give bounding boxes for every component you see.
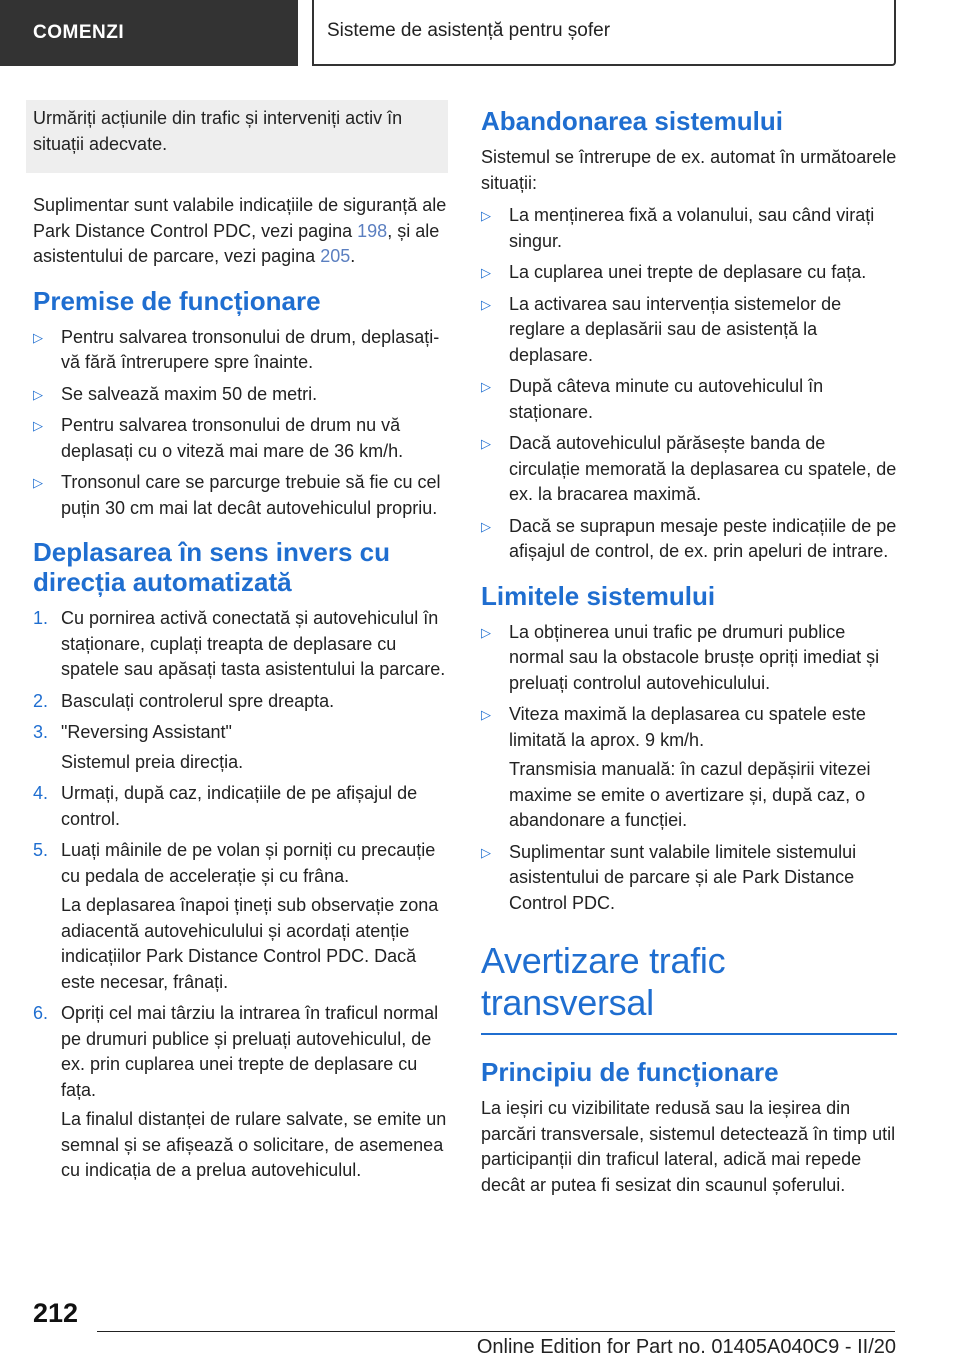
steps-list	[33, 606, 449, 1184]
list-item-text: La activarea sau intervenția sistemelor de reglare a deplasării sau de asistență la deplasare.	[509, 293, 842, 365]
list-item	[33, 325, 449, 376]
step-item	[33, 838, 449, 995]
list-item	[481, 374, 897, 425]
page-link-205[interactable]: 205	[320, 246, 351, 266]
list-item	[33, 413, 449, 464]
step-number: 5.	[33, 840, 49, 860]
step-item	[33, 781, 449, 832]
premise-heading: Premise de funcționare	[33, 285, 321, 316]
triangle-right-outline-icon: ▷	[481, 844, 491, 860]
step-item	[33, 606, 449, 683]
left-column	[33, 100, 449, 1190]
list-item-text: Pentru salvarea tronsonului de drum nu vă deplasați cu o viteză mai mare de 36 km/h.	[61, 415, 404, 461]
list-item-text: Suplimentar sunt valabile limitele sistemului asistentului de parcare și ale Park Distance Control PDC.	[509, 841, 857, 913]
list-item	[481, 292, 897, 369]
premise-list	[33, 325, 449, 522]
list-item	[33, 382, 449, 408]
list-item	[481, 514, 897, 565]
step-text: Luați mâinile de pe volan și porniți cu precauție cu pedala de accelerație și cu frâna.	[61, 840, 436, 886]
step-text: Opriți cel mai târziu la intrarea în traficul normal pe drumuri publice și preluați autovehiculul, de ex. prin cuplarea unei trepte de deplasare cu fața.	[61, 1003, 439, 1100]
list-item	[481, 840, 897, 917]
triangle-right-outline-icon: ▷	[481, 436, 491, 451]
list-item	[481, 431, 897, 508]
list-item	[481, 620, 897, 697]
triangle-right-outline-icon: ▷	[33, 475, 43, 490]
intro-text-b: , și ale asistentului de parcare, vezi pagina	[33, 220, 440, 266]
list-item-text: Se salvează maxim 50 de metri.	[61, 383, 318, 404]
step-subtext: La finalul distanței de rulare salvate, se emite un semnal și se afișează o solicitare, de asemenea cu indicația de a prelua autovehiculul.	[61, 1109, 447, 1180]
list-item	[481, 702, 897, 834]
list-item-text: Dacă se suprapun mesaje peste indicațiile de pe afișajul de control, de ex. prin apeluri de intrare.	[509, 515, 897, 561]
triangle-right-outline-icon: ▷	[481, 296, 491, 312]
right-column	[481, 100, 897, 1205]
principle-heading: Principiu de funcționare	[481, 1057, 779, 1087]
page-link-198[interactable]: 198	[357, 220, 388, 241]
step-number: 2.	[33, 690, 49, 711]
step-number: 4.	[33, 783, 49, 803]
intro-text-a: Suplimentar sunt valabile indicațiile de siguranță ale Park Distance Control PDC, vezi pagina	[33, 195, 447, 241]
list-item-subtext: Transmisia manuală: în cazul depășirii vitezei maxime se emite o avertizare și, după caz, o abandonare a funcției.	[509, 759, 871, 830]
list-item-text: Viteza maximă la deplasarea cu spatele este limitată la aprox. 9 km/h.	[509, 704, 866, 750]
triangle-right-outline-icon: ▷	[481, 624, 491, 640]
footer-divider	[97, 1331, 895, 1332]
step-item	[33, 1001, 449, 1184]
list-item	[33, 470, 449, 521]
step-subtext: Sistemul preia direcția.	[61, 751, 244, 772]
list-item-text: După câteva minute cu autovehiculul în staționare.	[509, 376, 824, 422]
step-text: "Reversing Assistant"	[61, 722, 232, 742]
step-subtext: La deplasarea înapoi țineți sub observație zona adiacentă autovehiculului și acordați atenție indicațiilor Park Distance Control PDC. Dacă este necesar, frânați.	[61, 895, 439, 992]
step-number: 1.	[33, 608, 49, 628]
section-tab: COMENZI	[0, 0, 298, 66]
triangle-right-outline-icon: ▷	[481, 707, 491, 722]
page-header	[0, 0, 960, 66]
list-item	[481, 203, 897, 254]
triangle-right-outline-icon: ▷	[481, 379, 491, 394]
page-number: 212	[33, 1298, 79, 1328]
intro-paragraph	[33, 193, 449, 270]
triangle-right-outline-icon: ▷	[33, 418, 43, 433]
abort-intro: Sistemul se întrerupe de ex. automat în următoarele situații:	[481, 147, 897, 193]
limits-heading: Limitele sistemului	[481, 580, 716, 611]
abort-list	[481, 203, 897, 565]
step-text: Urmați, după caz, indicațiile de pe afișajul de control.	[61, 783, 418, 829]
intro-text-c: .	[350, 246, 356, 266]
list-item-text: Tronsonul care se parcurge trebuie să fie cu cel puțin 30 cm mai lat decât autovehiculul propriu.	[61, 472, 441, 518]
triangle-right-outline-icon: ▷	[33, 329, 43, 345]
triangle-right-outline-icon: ▷	[481, 265, 491, 280]
step-item	[33, 720, 449, 775]
list-item-text: Dacă autovehiculul părăsește banda de circulație memorată la deplasarea cu spatele, de ex. la bracarea maximă.	[509, 433, 897, 504]
abort-heading: Abandonarea sistemului	[481, 106, 783, 136]
list-item-text: La cuplarea unei trepte de deplasare cu fața.	[509, 262, 867, 282]
step-number: 6.	[33, 1003, 49, 1023]
step-text: Cu pornirea activă conectată și autovehiculul în staționare, cuplați treapta de deplasare cu spatele sau apăsați tasta asistentului la parcare.	[61, 608, 446, 679]
cross-traffic-heading: Avertizare trafic transversal	[481, 940, 897, 1035]
limits-list	[481, 620, 897, 917]
chapter-title: Sisteme de asistență pentru șofer	[312, 0, 896, 66]
triangle-right-outline-icon: ▷	[481, 518, 491, 534]
step-item	[33, 689, 449, 715]
list-item-text: La obținerea unui trafic pe drumuri publice normal sau la obstacole brusțe opriți imediat și preluați controlul autovehiculului.	[509, 621, 880, 693]
triangle-right-outline-icon: ▷	[33, 386, 43, 402]
list-item-text: La menținerea fixă a volanului, sau când virați singur.	[509, 205, 875, 251]
list-item	[481, 260, 897, 286]
step-text: Basculați controlerul spre dreapta.	[61, 690, 335, 711]
triangle-right-outline-icon: ▷	[481, 208, 491, 223]
principle-text: La ieșiri cu vizibilitate redusă sau la ieșirea din parcări transversale, sistemul detectează în timp util participanții din traficul lateral, adică mai repede decât ar putea fi sesizat din scaunul șoferului.	[481, 1098, 896, 1195]
list-item-text: Pentru salvarea tronsonului de drum, deplasați-vă fără întrerupere spre înainte.	[61, 326, 440, 372]
safety-note: Urmăriți acțiunile din trafic și interveniți activ în situații adecvate.	[26, 100, 448, 173]
step-number: 3.	[33, 722, 49, 742]
reverse-heading: Deplasarea în sens invers cu direcția automatizată	[33, 537, 390, 597]
edition-footer: Online Edition for Part no. 01405A040C9 - II/20	[476, 1336, 896, 1358]
